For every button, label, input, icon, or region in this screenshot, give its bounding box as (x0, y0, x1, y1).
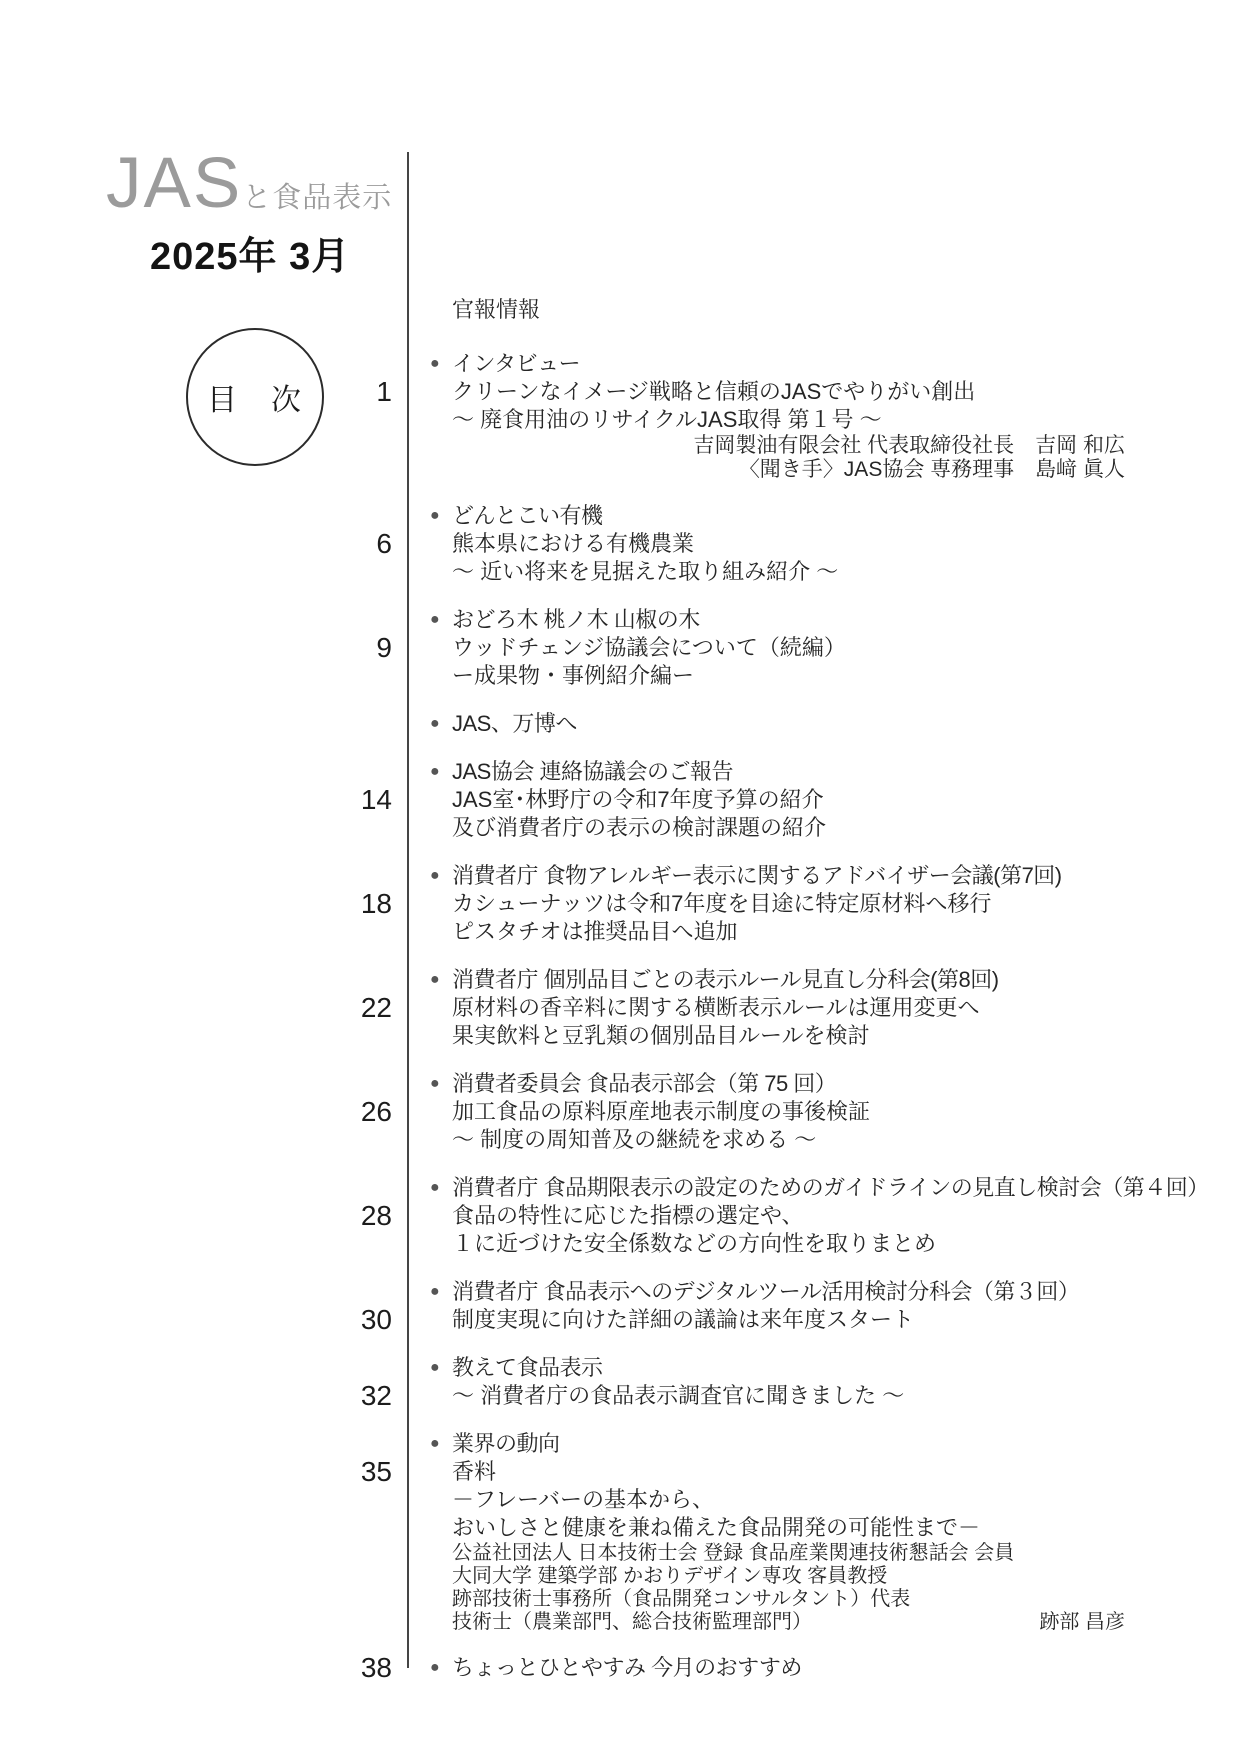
toc-item (318, 1354, 1178, 1410)
credit-line: 〈聞き手〉JAS協会 専務理事 島﨑 眞人 (738, 458, 1125, 481)
toc-item-title (430, 758, 1125, 786)
toc-item-body (430, 758, 1125, 842)
bullet-icon: ● (430, 763, 440, 780)
logo-main-text: JAS (106, 144, 243, 223)
toc-item (318, 710, 1178, 738)
toc-item-subtitle: １に近づけた安全係数などの方向性を取りまとめ (452, 1231, 937, 1256)
page-number (318, 710, 392, 738)
toc-item-subtitle: －フレーバーの基本から、 (452, 1487, 715, 1512)
credit-line: 大同大学 建築学部 かおりデザイン専攻 客員教授 (452, 1565, 888, 1587)
page-number: 32 (360, 1380, 392, 1411)
toc-item-title (430, 1174, 1209, 1202)
toc-item-title-text: 消費者庁 食品表示へのデジタルツール活用検討分科会（第３回） (452, 1279, 1080, 1304)
credit-line: 公益社団法人 日本技術士会 登録 食品産業関連技術懇話会 会員 (452, 1542, 1015, 1564)
toc-item-title (430, 1070, 1125, 1098)
toc-item-title (430, 1430, 1125, 1458)
toc-item-body (430, 296, 1125, 324)
toc-item (318, 1174, 1209, 1258)
toc-item-body (430, 502, 1125, 586)
toc-item (318, 758, 1178, 842)
toc-item-title-text: 消費者庁 食品期限表示の設定のためのガイドラインの見直し検討会（第４回） (452, 1175, 1209, 1200)
toc-item-subtitle: 食品の特性に応じた指標の選定や、 (452, 1203, 804, 1228)
toc-item-subtitle: JAS室･林野庁の令和7年度予算の紹介 (452, 787, 824, 812)
toc-item-body (430, 350, 1125, 482)
toc-item-title (430, 1654, 1125, 1682)
credit-role: 技術士（農業部門、総合技術監理部門） (452, 1611, 812, 1633)
toc-item-title-text: ちょっとひとやすみ 今月のおすすめ (452, 1655, 802, 1680)
toc-item-subtitle: 果実飲料と豆乳類の個別品目ルールを検討 (452, 1023, 870, 1048)
toc-item-subtitle: 制度実現に向けた詳細の議論は来年度スタート (452, 1307, 915, 1332)
toc-item-title (430, 350, 1125, 378)
page-number: 9 (376, 632, 392, 663)
toc-item-subtitle: 加工食品の原料原産地表示制度の事後検証 (452, 1099, 871, 1124)
logo-sub-text: と食品表示 (242, 182, 393, 214)
page-number: 38 (360, 1652, 392, 1683)
bullet-icon: ● (430, 1435, 440, 1452)
toc-item (318, 606, 1178, 690)
toc-item-title (430, 710, 1125, 738)
toc-item-subtitle: クリーンなイメージ戦略と信頼のJASでやりがい創出 (452, 379, 976, 404)
toc-item-title (430, 966, 1125, 994)
toc-circle-label: 目 次 (207, 384, 303, 417)
toc-item-title-text: 業界の動向 (452, 1431, 560, 1456)
toc-circle (186, 328, 324, 466)
toc-item-title-text: JAS協会 連絡協議会のご報告 (452, 759, 733, 784)
toc-item-subtitle: ～ 近い将来を見据えた取り組み紹介 ～ (452, 559, 839, 584)
toc-item-subtitle: ～ 廃食用油のリサイクルJAS取得 第１号 ～ (452, 407, 882, 432)
toc-item (318, 1070, 1178, 1154)
page-number (318, 296, 392, 324)
toc-item-body (430, 1354, 1125, 1410)
credit-name: 跡部 昌彦 (1039, 1611, 1125, 1633)
toc-item (318, 1430, 1178, 1634)
credit-line: 跡部技術士事務所（食品開発コンサルタント）代表 (452, 1588, 911, 1610)
bullet-icon: ● (430, 1283, 440, 1300)
toc-item-body (430, 1430, 1125, 1634)
toc-item-subtitle: 官報情報 (452, 297, 541, 322)
toc-item-title-text: 消費者庁 食物アレルギー表示に関するアドバイザー会議(第7回) (452, 863, 1062, 888)
toc-item-title (430, 1354, 1125, 1382)
toc-item-body (430, 1654, 1125, 1682)
issue-date: 2025年 3月 (150, 236, 351, 278)
toc-item-body (430, 966, 1125, 1050)
toc-item-subtitle: カシューナッツは令和7年度を目途に特定原材料へ移行 (452, 891, 992, 916)
toc-item-title (430, 606, 1125, 634)
toc-item (318, 296, 1178, 324)
toc-item-subtitle: おいしさと健康を兼ね備えた食品開発の可能性まで－ (452, 1515, 981, 1540)
toc-item-subtitle: 及び消費者庁の表示の検討課題の紹介 (452, 815, 827, 840)
page-number: 18 (360, 888, 392, 919)
toc-item-title (430, 502, 1125, 530)
toc-item-title-text: インタビュー (452, 351, 581, 376)
toc-item-body (430, 606, 1125, 690)
bullet-icon: ● (430, 1179, 440, 1196)
page-number: 28 (360, 1200, 392, 1231)
toc-item-subtitle: 香料 (452, 1459, 497, 1484)
bullet-icon: ● (430, 507, 440, 524)
bullet-icon: ● (430, 1075, 440, 1092)
toc-list (318, 296, 1209, 1683)
toc-item-subtitle: ピスタチオは推奨品目へ追加 (452, 919, 738, 944)
page-number: 35 (360, 1456, 392, 1487)
toc-item-title-text: おどろ木 桃ノ木 山椒の木 (452, 607, 700, 632)
toc-item-body (430, 1174, 1209, 1258)
credit-line (430, 1611, 1125, 1634)
magazine-logo (106, 144, 393, 223)
bullet-icon: ● (430, 715, 440, 732)
bullet-icon: ● (430, 1659, 440, 1676)
toc-item-body (430, 710, 1125, 738)
toc-item-title (430, 1278, 1125, 1306)
toc-item-title-text: どんとこい有機 (452, 503, 603, 528)
toc-item (318, 966, 1178, 1050)
toc-item-title-text: 教えて食品表示 (452, 1355, 603, 1380)
toc-item (318, 350, 1178, 482)
page-number: 14 (360, 784, 392, 815)
toc-item-title-text: 消費者庁 個別品目ごとの表示ルール見直し分科会(第8回) (452, 967, 999, 992)
toc-item-body (430, 1070, 1125, 1154)
bullet-icon: ● (430, 611, 440, 628)
toc-item (318, 1278, 1178, 1334)
page-number: 6 (376, 528, 392, 559)
toc-item-subtitle: ～ 消費者庁の食品表示調査官に聞きました ～ (452, 1383, 905, 1408)
toc-item (318, 1654, 1178, 1682)
toc-item (318, 502, 1178, 586)
toc-item-body (430, 1278, 1125, 1334)
page-number: 1 (376, 376, 392, 407)
toc-item-subtitle: ウッドチェンジ協議会について（続編） (452, 635, 846, 660)
page-number: 22 (360, 992, 392, 1023)
bullet-icon: ● (430, 867, 440, 884)
bullet-icon: ● (430, 355, 440, 372)
toc-item-title (430, 862, 1125, 890)
toc-item-subtitle: 原材料の香辛料に関する横断表示ルールは運用変更へ (452, 995, 980, 1020)
toc-item-subtitle: ～ 制度の周知普及の継続を求める ～ (452, 1127, 817, 1152)
toc-item (318, 862, 1178, 946)
page-number: 30 (360, 1304, 392, 1335)
toc-item-title-text: 消費者委員会 食品表示部会（第 75 回） (452, 1071, 837, 1096)
page-number: 26 (360, 1096, 392, 1127)
bullet-icon: ● (430, 1359, 440, 1376)
toc-item-title-text: JAS、万博へ (452, 711, 577, 736)
toc-item-subtitle: 熊本県における有機農業 (452, 531, 695, 556)
toc-item-subtitle: ー成果物・事例紹介編ー (452, 663, 695, 688)
toc-item-body (430, 862, 1125, 946)
credit-line: 吉岡製油有限会社 代表取締役社長 吉岡 和広 (693, 434, 1125, 457)
bullet-icon: ● (430, 971, 440, 988)
